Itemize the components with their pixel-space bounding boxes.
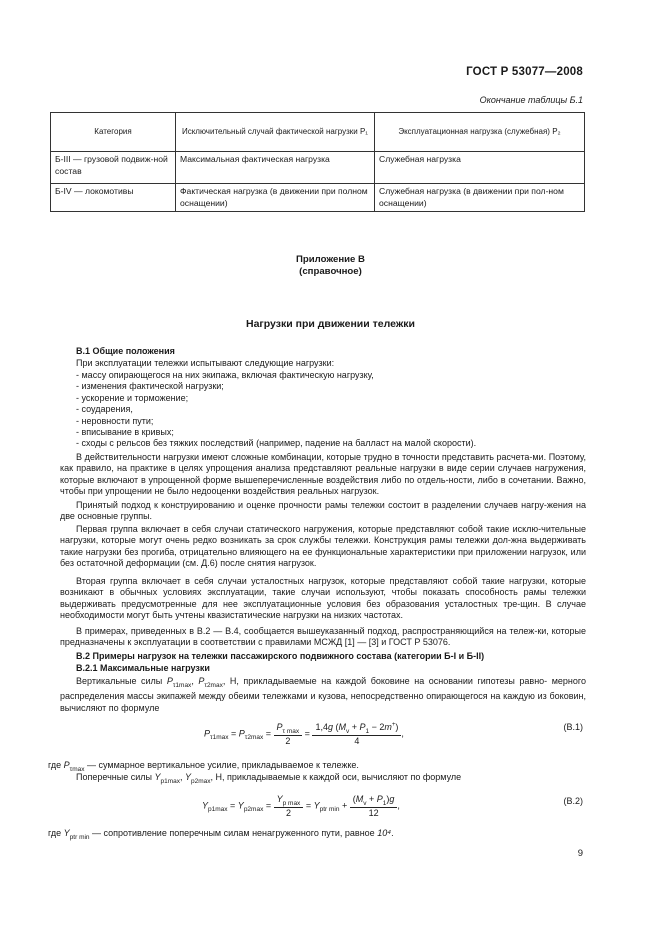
list-item: - вписывание в кривых; — [76, 427, 174, 438]
paragraph: В действительности нагрузки имеют сложные комбинации, которые трудно в точности представить расчета-ми. Поэтому, как правило, на практике в целях упрощения анализа представляют реальные нагрузки в виде серии случаев нагружения, которые включают в упрощенной форме вышеперечисленные воздействия либо по отдель-ности, либо в сочетании. Важно, чтобы при упрощении не было недооценки воздействия реальных нагрузок. — [60, 452, 586, 497]
list-item: - сходы с рельсов без тяжких последствий (например, падение на балласт на малой скорости). — [76, 438, 477, 449]
paragraph-vertical-forces: Вертикальные силы $P_{\tau 1max}$, $P_{\tau 2max}$, Н, прикладываемые на каждой боковине на основании гипотезы равно- мерного распределения массы экипажей между обеими тележками и кузова, непосредственно опирающегося на каждую из боковин, вычисляют по формуле — [60, 676, 586, 713]
table-cell: Б-III — грузовой подвиж-ной состав — [51, 152, 176, 184]
paragraph-where-1: где $P_{\tau max}$ — суммарное вертикальное усилие, прикладываемое к тележке. — [48, 760, 359, 773]
annex-title: Приложение В — [296, 254, 365, 265]
paragraph: Вторая группа включает в себя случаи усталостных нагрузок, которые представляют собой такие нагрузки, которые возникают в обычных условиях эксплуатации, такие случаи используют, чтобы показать способность рамы тележки выдерживать предусмотренные для нее эксплуатационные условия без образования усталостных тре-щин. В случае необходимости могут быть учтены квазистатические нагрузки на низких частотах. — [60, 576, 586, 621]
list-item: - ускорение и торможение; — [76, 392, 189, 403]
b2-heading: В.2 Примеры нагрузок на тележки пассажирского подвижного состава (категории Б-I и Б-II) — [76, 651, 485, 661]
table-cell: Фактическая нагрузка (в движении при полном оснащении) — [176, 184, 375, 212]
equation-number: (В.1) — [563, 722, 583, 732]
paragraph-lateral-forces: Поперечные силы $Y_{p1max}$, $Y_{p2max}$, Н, прикладываемые к каждой оси, вычисляют по формуле — [76, 772, 462, 785]
paragraph-where-2: где $Y_{ptr min}$ — сопротивление поперечным силам ненагруженного пути, равное 10⁴. — [48, 828, 394, 841]
formula-b1: $P_{\tau 1max} = P_{\tau 2max}$ = $\frac{P_{\tau max}}{2}$ = $\frac{1,4g (M_v + P_1 - 2m^+)}{4}$ , — [204, 722, 404, 746]
paragraph: В примерах, приведенных в В.2 — В.4, сообщается вышеуказанный подход, распространяющийся на тележ-ки, которые предназначены к эксплуатации в соответствии с правилами МСЖД [1] — [3] и ГОСТ Р 53076. — [60, 626, 586, 648]
list-item: - изменения фактической нагрузки; — [76, 381, 224, 392]
annex-subtitle: (справочное) — [299, 266, 362, 277]
table-caption: Окончание таблицы Б.1 — [479, 95, 583, 105]
paragraph: Первая группа включает в себя случаи статического нагружения, которые представляют собой такие исклю-чительные нагрузки, которые могут очень редко возникать за срок службы тележки. Конструкция рамы тележки дол-жна выдерживать такие нагрузки без прогиба, отрицательно влияющего на ее функциональные характеристики при приложении нагрузок, или без остаточной деформации (см. Д.6) после снятия нагрузок. — [60, 524, 586, 569]
list-item: - соударения, — [76, 404, 133, 415]
formula-b2: $Y_{p1max} = Y_{p2max}$ = $\frac{Y_{p max}}{2}$ = $Y_{ptr min}$ + $\frac{(M_v + P_1)g}{12}$ , — [202, 794, 400, 818]
table-row — [51, 184, 585, 212]
table-cell: Служебная нагрузка — [375, 152, 585, 184]
table-header-row — [51, 113, 585, 152]
header-exceptional-load: Исключительный случай фактической нагрузки P₁ — [176, 113, 375, 152]
category-table — [50, 112, 585, 212]
header-category: Категория — [51, 113, 176, 152]
list-item: - неровности пути; — [76, 415, 154, 426]
list-item: - массу опирающегося на них экипажа, включая фактическую нагрузку, — [76, 370, 374, 380]
equation-number: (В.2) — [563, 796, 583, 806]
section-title: Нагрузки при движении тележки — [245, 318, 415, 330]
b1-intro: При эксплуатации тележки испытывают следующие нагрузки: — [76, 358, 335, 368]
table-row — [51, 152, 585, 184]
b1-heading: В.1 Общие положения — [76, 346, 175, 356]
table-cell: Максимальная фактическая нагрузка — [176, 152, 375, 184]
header-service-load: Эксплуатационная нагрузка (служебная) P₂ — [375, 113, 585, 152]
b1-list — [76, 370, 586, 450]
standard-code: ГОСТ Р 53077—2008 — [466, 66, 583, 78]
paragraph: Принятый подход к конструированию и оценке прочности рамы тележки состоит в разделении случаев нагру-жения на две основные группы. — [60, 500, 586, 522]
table-cell: Б-IV — локомотивы — [51, 184, 176, 212]
b21-heading: В.2.1 Максимальные нагрузки — [76, 663, 210, 673]
table-cell: Служебная нагрузка (в движении при пол-ном оснащении) — [375, 184, 585, 212]
page-number: 9 — [577, 848, 583, 859]
